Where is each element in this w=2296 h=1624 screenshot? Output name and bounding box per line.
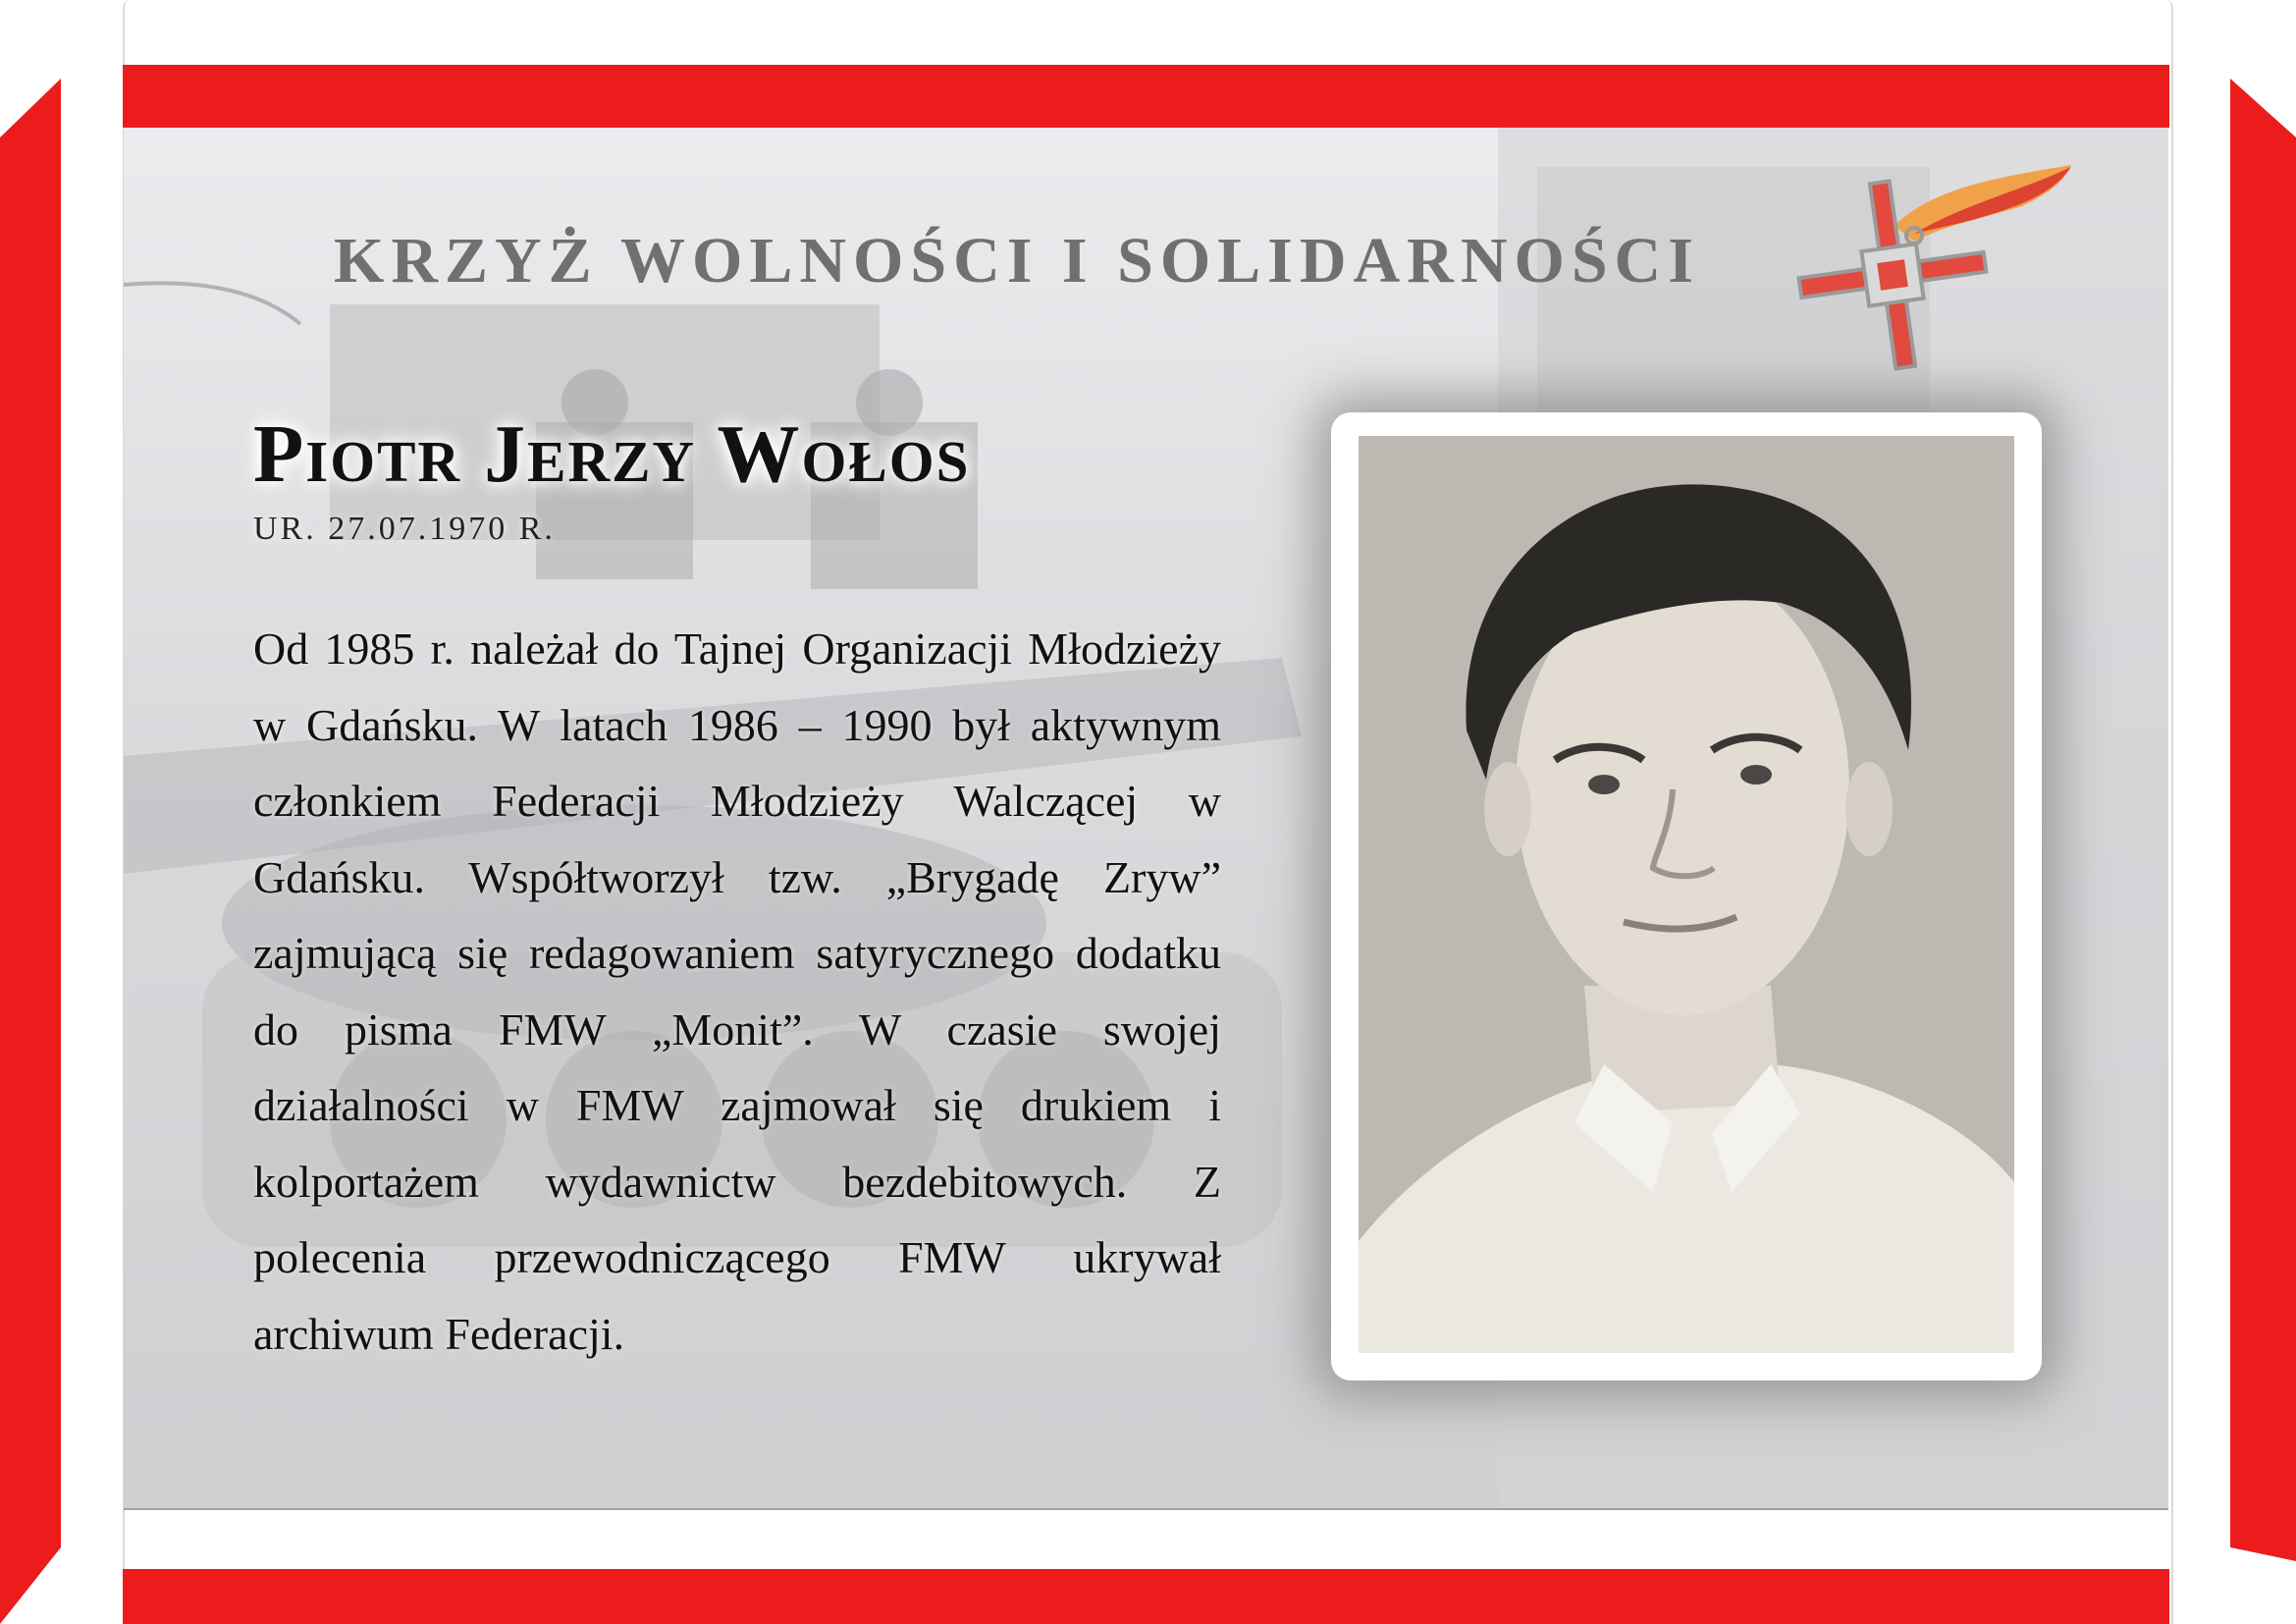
corner-right — [2171, 0, 2296, 1624]
top-red-stripe — [123, 65, 2169, 128]
cross-medal-icon — [1777, 157, 2091, 378]
award-title: KRZYŻ WOLNOŚCI I SOLIDARNOŚCI — [334, 225, 1700, 297]
bottom-red-stripe — [123, 1569, 2169, 1624]
birth-date: UR. 27.07.1970 R. — [253, 511, 556, 547]
corner-top-left — [0, 0, 128, 1624]
biography-text: Od 1985 r. należał do Tajnej Organizacji Młodzieży w Gdańsku. W latach 1986 – 1990 był aktywnym członkiem Federacji Młodzieży Walczącej w Gdańsku. Współtworzył tzw. „Brygadę Zryw” zajmującą się redagowaniem satyrycznego dodatku do pisma FMW „Monit”. W czasie swojej działalności w FMW zajmował się drukiem i kolportażem wydawnictw bezdebitowych. Z polecenia przewodniczącego FMW ukrywał archiwum Federacji. — [253, 623, 1221, 1359]
portrait-photo — [1359, 436, 2014, 1353]
person-name: Piotr Jerzy Wołos — [253, 408, 971, 500]
portrait-frame — [1331, 412, 2042, 1380]
